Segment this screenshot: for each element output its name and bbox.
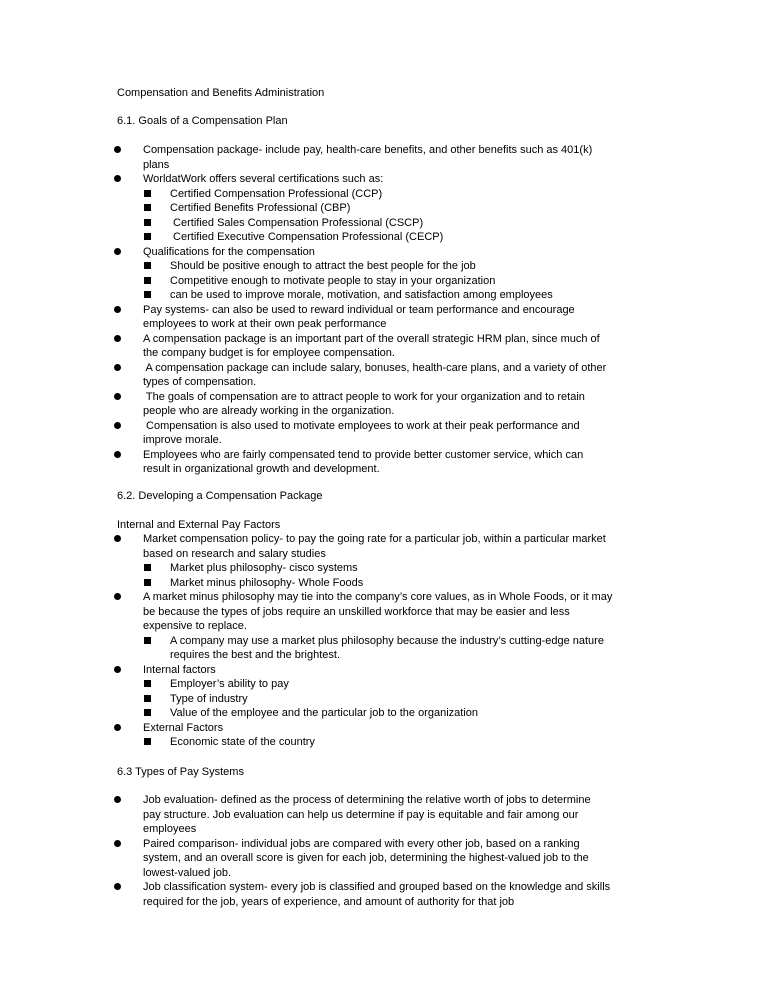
bullet-square-icon <box>144 288 151 303</box>
disc-icon <box>114 840 121 847</box>
list-item: Qualifications for the compensation <box>143 245 315 258</box>
section-6-1-heading: 6.1. Goals of a Compensation Plan <box>117 115 288 127</box>
disc-icon <box>114 248 121 255</box>
disc-icon <box>114 175 121 182</box>
disc-icon <box>114 335 121 342</box>
bullet-disc-icon <box>114 880 121 895</box>
disc-icon <box>114 451 121 458</box>
sub-list-item: Market minus philosophy- Whole Foods <box>170 576 364 589</box>
bullet-square-icon <box>144 274 151 289</box>
sub-list-item: Certified Sales Compensation Professional (CSCP) <box>170 216 424 229</box>
disc-icon <box>114 593 121 600</box>
sub-list-item: Competitive enough to motivate people to stay in your organization <box>170 274 496 287</box>
document-title: Compensation and Benefits Administration <box>117 87 325 99</box>
list-item: The goals of compensation are to attract people to work for your organization and to retain people who are already working in the organization. <box>143 390 585 417</box>
bullet-square-icon <box>144 706 151 721</box>
bullet-square-icon <box>144 230 151 245</box>
square-icon <box>144 579 151 586</box>
square-icon <box>144 564 151 571</box>
square-icon <box>144 291 151 298</box>
bullet-disc-icon <box>114 303 121 318</box>
bullet-square-icon <box>144 634 151 649</box>
square-icon <box>144 709 151 716</box>
bullet-disc-icon <box>114 419 121 434</box>
sub-list-item: Certified Compensation Professional (CCP) <box>170 187 383 200</box>
list-item: A compensation package can include salary, bonuses, health-care plans, and a variety of other types of compensation. <box>143 361 607 388</box>
sub-list-item: Certified Benefits Professional (CBP) <box>170 202 351 214</box>
bullet-disc-icon <box>114 590 121 605</box>
sub-list-item: can be used to improve morale, motivation, and satisfaction among employees <box>170 289 553 301</box>
square-icon <box>144 738 151 745</box>
section-6-2-heading: 6.2. Developing a Compensation Package <box>117 490 323 502</box>
bullet-square-icon <box>144 735 151 750</box>
square-icon <box>144 219 151 226</box>
bullet-disc-icon <box>114 172 121 187</box>
disc-icon <box>114 422 121 429</box>
bullet-disc-icon <box>114 361 121 376</box>
sub-list-item: Type of industry <box>170 692 248 705</box>
square-icon <box>144 680 151 687</box>
disc-icon <box>114 796 121 803</box>
bullet-disc-icon <box>114 837 121 852</box>
square-icon <box>144 277 151 284</box>
section-6-3-heading: 6.3 Types of Pay Systems <box>117 766 244 778</box>
square-icon <box>144 695 151 702</box>
bullet-square-icon <box>144 259 151 274</box>
square-icon <box>144 637 151 644</box>
bullet-square-icon <box>144 187 151 202</box>
list-item: Paired comparison- individual jobs are compared with every other job, based on a ranking system, and an overall score is given for each job, determining the highest-valued job to the lowest-valued job. <box>143 837 589 879</box>
square-icon <box>144 204 151 211</box>
sub-list-item: Economic state of the country <box>170 736 315 748</box>
disc-icon <box>114 364 121 371</box>
list-item: Internal factors <box>143 663 216 676</box>
list-item: Employees who are fairly compensated tend to provide better customer service, which can result in organizational growth and development. <box>143 448 584 475</box>
square-icon <box>144 262 151 269</box>
bullet-disc-icon <box>114 390 121 405</box>
bullet-disc-icon <box>114 448 121 463</box>
bullet-square-icon <box>144 561 151 576</box>
sub-list-item: Market plus philosophy- cisco systems <box>170 562 358 574</box>
list-item: External Factors <box>143 721 224 734</box>
bullet-square-icon <box>144 576 151 591</box>
disc-icon <box>114 535 121 542</box>
bullet-square-icon <box>144 201 151 216</box>
sub-list-item: Value of the employee and the particular job to the organization <box>170 707 478 719</box>
disc-icon <box>114 146 121 153</box>
bullet-square-icon <box>144 677 151 692</box>
bullet-disc-icon <box>114 332 121 347</box>
list-item: Job evaluation- defined as the process of determining the relative worth of jobs to determine pay structure. Job evaluation can help us determine if pay is equitable and fair among our employees <box>143 794 591 835</box>
square-icon <box>144 190 151 197</box>
sub-list-item: Should be positive enough to attract the best people for the job <box>170 260 476 272</box>
sub-list-item: Certified Executive Compensation Professional (CECP) <box>170 231 444 243</box>
list-item: Pay systems- can also be used to reward individual or team performance and encourage employees to work at their own peak performance <box>143 303 575 330</box>
disc-icon <box>114 393 121 400</box>
bullet-disc-icon <box>114 663 121 678</box>
list-item: WorldatWork offers several certifications such as: <box>143 173 384 185</box>
list-item: Compensation package- include pay, health-care benefits, and other benefits such as 401(k) plans <box>143 144 593 171</box>
section-6-2-subheading: Internal and External Pay Factors <box>117 519 281 531</box>
sub-list-item: A company may use a market plus philosophy because the industry’s cutting-edge nature requires the best and the brightest. <box>170 634 604 661</box>
list-item: A compensation package is an important part of the overall strategic HRM plan, since much of the company budget is for employee compensation. <box>143 332 600 359</box>
square-icon <box>144 233 151 240</box>
bullet-square-icon <box>144 216 151 231</box>
list-item: A market minus philosophy may tie into the company’s core values, as in Whole Foods, or it may be because the types of jobs require an unskilled workforce that may be easier and less expensive to replace. <box>143 591 613 632</box>
sub-list-item: Employer’s ability to pay <box>170 678 289 690</box>
list-item: Compensation is also used to motivate employees to work at their peak performance and improve morale. <box>143 419 580 446</box>
bullet-disc-icon <box>114 532 121 547</box>
bullet-disc-icon <box>114 143 121 158</box>
list-item: Job classification system- every job is classified and grouped based on the knowledge and skills required for the job, years of experience, and amount of authority for that job <box>143 881 611 908</box>
disc-icon <box>114 306 121 313</box>
bullet-disc-icon <box>114 793 121 808</box>
bullet-square-icon <box>144 692 151 707</box>
disc-icon <box>114 666 121 673</box>
bullet-disc-icon <box>114 245 121 260</box>
disc-icon <box>114 883 121 890</box>
disc-icon <box>114 724 121 731</box>
list-item: Market compensation policy- to pay the going rate for a particular job, within a particular market based on research and salary studies <box>143 533 606 560</box>
bullet-disc-icon <box>114 721 121 736</box>
